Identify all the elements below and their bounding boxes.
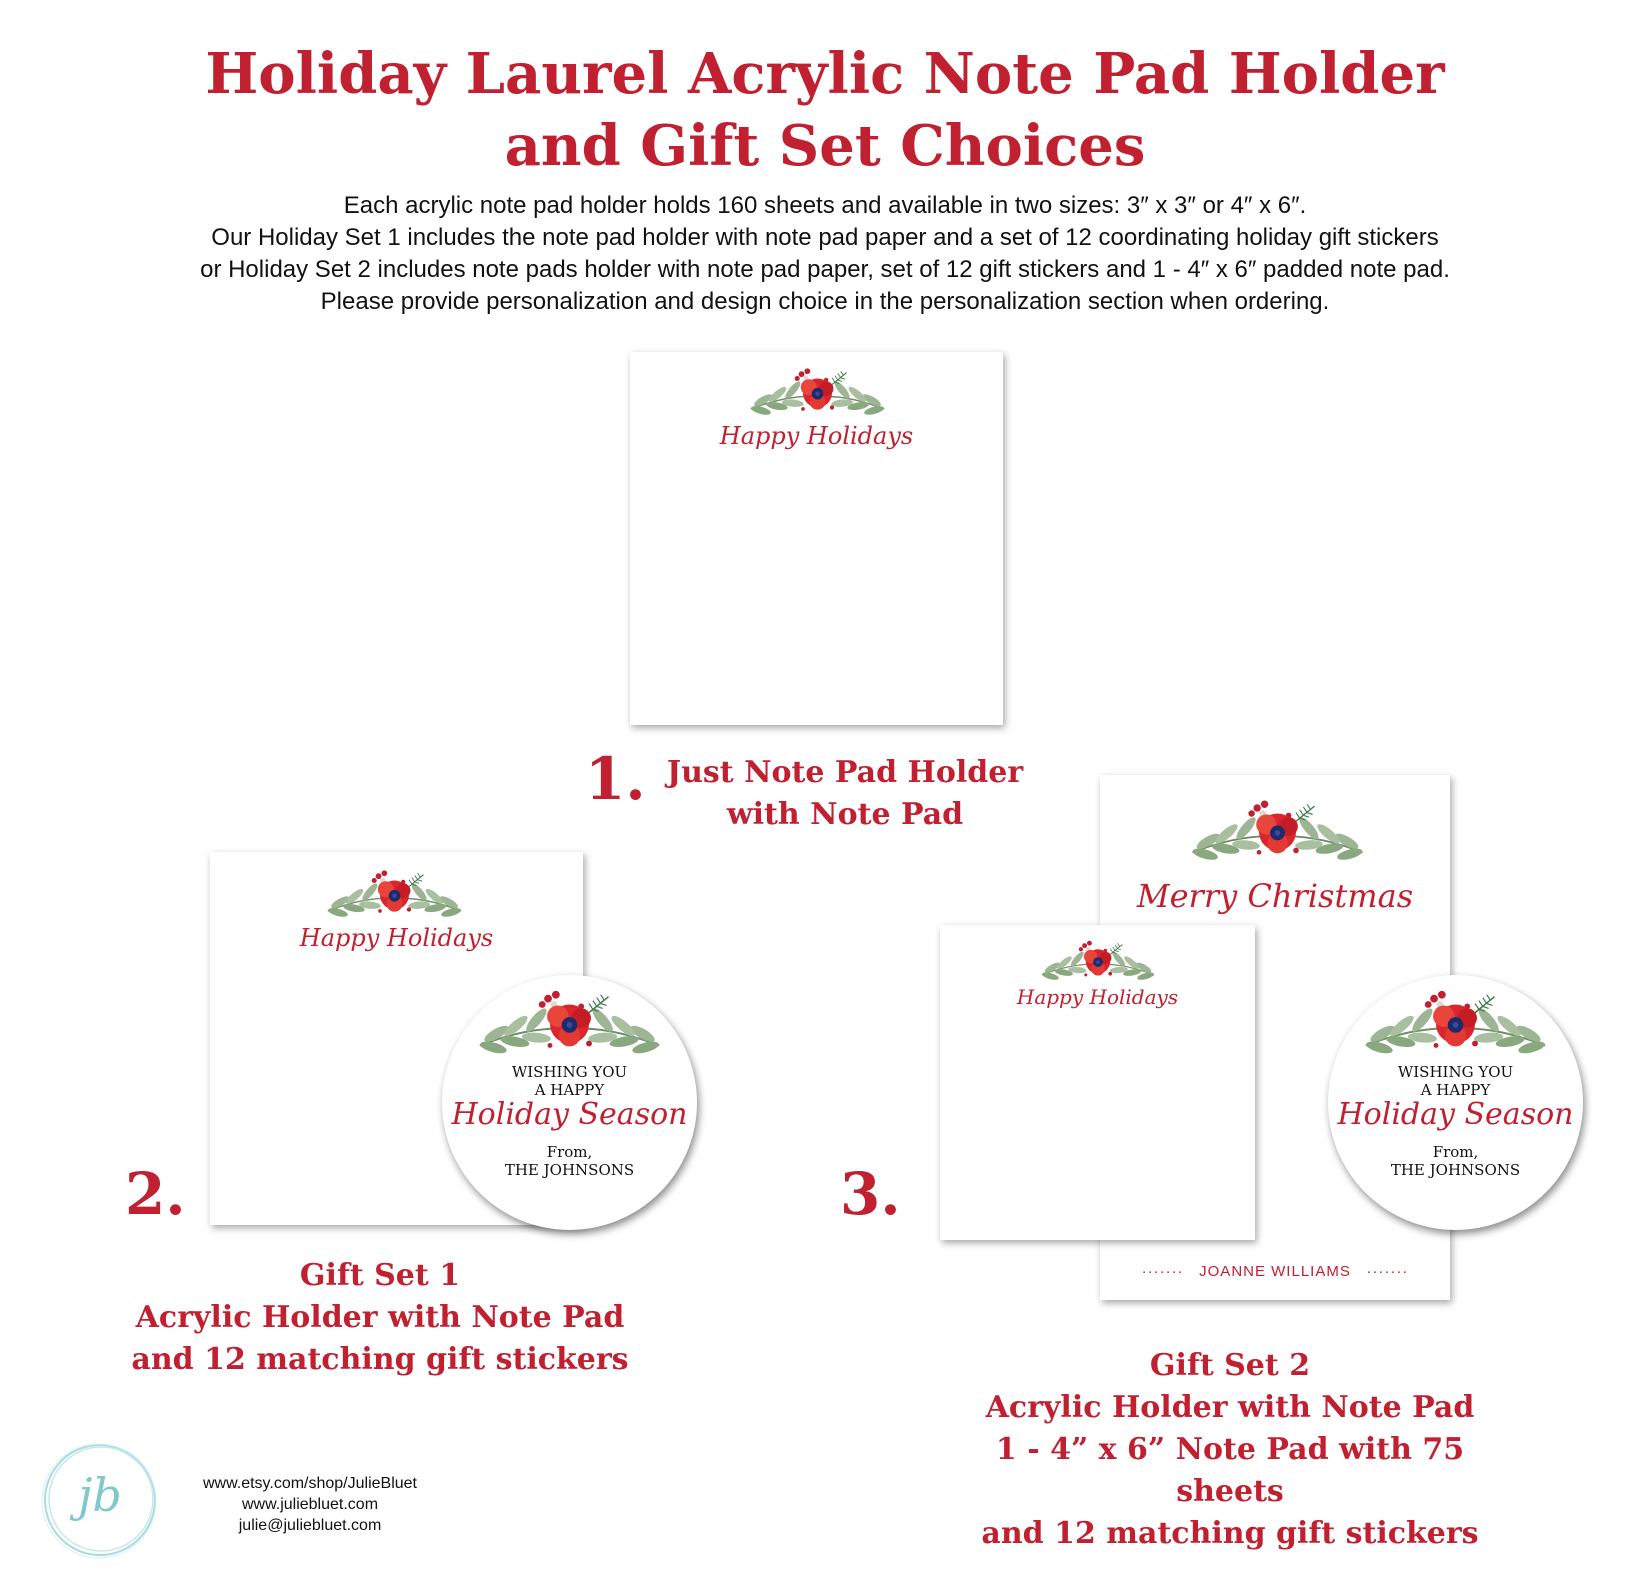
- caption-line: with Note Pad: [726, 797, 964, 832]
- caption-line: Gift Set 1: [299, 1258, 461, 1293]
- option-number-1: 1.: [585, 745, 646, 813]
- laurel-ornament-icon: [1358, 985, 1553, 1063]
- option-number-3: 3.: [840, 1160, 901, 1228]
- caption-line: 1 - 4” x 6” Note Pad with 75 sheets: [995, 1432, 1465, 1509]
- sticker-name: THE JOHNSONS: [504, 1161, 635, 1179]
- footer-website-link[interactable]: www.juliebluet.com: [241, 1496, 379, 1513]
- sticker-from: From,: [1432, 1143, 1479, 1161]
- dotted-rule: ·······: [1366, 1263, 1409, 1280]
- tall-pad-greeting: Merry Christmas: [1136, 877, 1414, 915]
- footer-email-link[interactable]: julie@juliebluet.com: [238, 1517, 382, 1534]
- sticker-line-2: A HAPPY: [1420, 1081, 1491, 1099]
- logo-text: jb: [78, 1468, 122, 1522]
- page-title-line2: and Gift Set Choices: [504, 113, 1146, 179]
- sticker-line-2: A HAPPY: [534, 1081, 605, 1099]
- sticker-line-1: WISHING YOU: [511, 1063, 628, 1081]
- laurel-ornament-icon: [1037, 937, 1159, 986]
- description-line-1: Each acrylic note pad holder holds 160 sheets and available in two sizes: 3″ x 3″ or 4″ x 6″.: [343, 192, 1307, 219]
- note-pad-greeting: Happy Holidays: [299, 924, 494, 952]
- option-1-caption: [660, 752, 1030, 836]
- caption-line: and 12 matching gift stickers: [131, 1342, 629, 1377]
- laurel-ornament-icon: [322, 866, 467, 924]
- option-3-caption: [960, 1345, 1500, 1555]
- note-pad-option-1: [630, 352, 1003, 725]
- brand-logo: [40, 1440, 160, 1560]
- description-line-3: or Holiday Set 2 includes note pads holder with note pad paper, set of 12 gift stickers and 1 - 4″ x 6″ padded note pad.: [200, 256, 1450, 283]
- option-2-caption: [120, 1255, 640, 1381]
- caption-line: Gift Set 2: [1149, 1348, 1311, 1383]
- sticker-script: Holiday Season: [451, 1097, 688, 1132]
- laurel-ornament-icon: [745, 364, 890, 422]
- caption-line: Acrylic Holder with Note Pad: [985, 1390, 1475, 1425]
- laurel-ornament-icon: [1185, 795, 1370, 869]
- sticker-name: THE JOHNSONS: [1390, 1161, 1521, 1179]
- note-pad-greeting: Happy Holidays: [719, 422, 914, 450]
- tall-pad-name-text: JOANNE WILLIAMS: [1199, 1263, 1351, 1280]
- sticker-script: Holiday Season: [1337, 1097, 1574, 1132]
- option-number-2: 2.: [125, 1160, 186, 1228]
- sticker-line-1: WISHING YOU: [1397, 1063, 1514, 1081]
- description-line-2: Our Holiday Set 1 includes the note pad holder with note pad paper and a set of 12 coordinating holiday gift stickers: [211, 224, 1439, 251]
- gift-sticker-option-3: [1328, 975, 1583, 1230]
- page-title-line1: Holiday Laurel Acrylic Note Pad Holder: [205, 41, 1445, 107]
- caption-line: and 12 matching gift stickers: [981, 1516, 1479, 1551]
- note-pad-option-3: [940, 925, 1255, 1240]
- caption-line: Acrylic Holder with Note Pad: [135, 1300, 625, 1335]
- laurel-ornament-icon: [472, 985, 667, 1063]
- dotted-rule: ·······: [1141, 1263, 1184, 1280]
- gift-sticker-option-2: [442, 975, 697, 1230]
- footer-etsy-link[interactable]: www.etsy.com/shop/JulieBluet: [202, 1475, 417, 1492]
- tall-pad-name: [1100, 1263, 1450, 1280]
- caption-line: Just Note Pad Holder: [666, 755, 1024, 790]
- note-pad-greeting: Happy Holidays: [1016, 985, 1179, 1009]
- sticker-from: From,: [546, 1143, 593, 1161]
- description-line-4: Please provide personalization and design choice in the personalization section when ordering.: [320, 288, 1330, 315]
